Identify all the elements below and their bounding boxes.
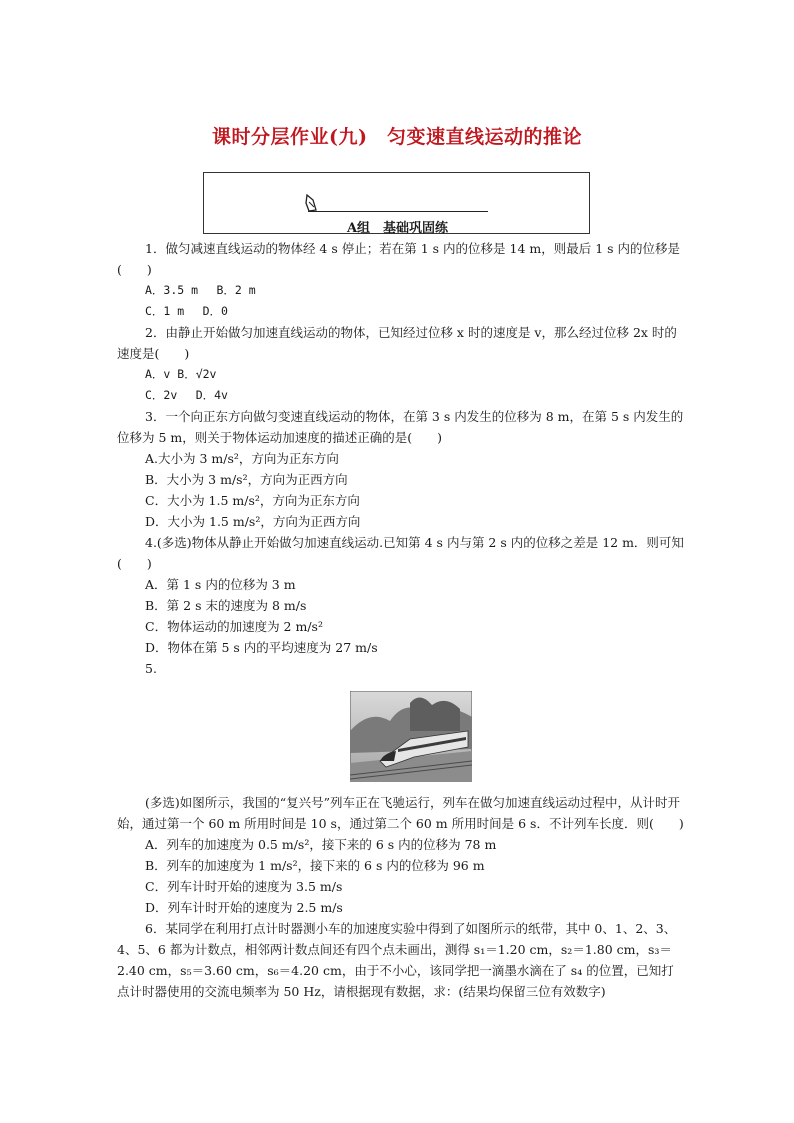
group-label: A组 基础巩固练 bbox=[346, 221, 449, 236]
question-3-option-c: C．大小为 1.5 m/s²，方向为正东方向 bbox=[145, 493, 360, 508]
question-4-stem: 4.(多选)物体从静止开始做匀加速直线运动.已知第 4 s 内与第 2 s 内的位移之差是 12 m．则可知( ) bbox=[117, 535, 684, 571]
question-2-stem: 2．由静止开始做匀加速直线运动的物体，已知经过位移 x 时的速度是 v，那么经过位移 2x 时的速度是( ) bbox=[117, 325, 677, 361]
question-1-options-cd: C．1 m D．0 bbox=[145, 304, 228, 318]
question-1-options-ab: A．3.5 m B．2 m bbox=[145, 283, 256, 297]
train-photo bbox=[350, 691, 472, 782]
question-4-option-c: C．物体运动的加速度为 2 m/s² bbox=[145, 619, 323, 634]
question-1-stem: 1．做匀减速直线运动的物体经 4 s 停止；若在第 1 s 内的位移是 14 m，则最后 1 s 内的位移是( ) bbox=[117, 241, 681, 277]
banner-underline bbox=[308, 211, 488, 212]
question-5-option-c: C．列车计时开始的速度为 3.5 m/s bbox=[145, 879, 343, 894]
question-4-option-d: D．物体在第 5 s 内的平均速度为 27 m/s bbox=[145, 640, 378, 655]
question-5-option-d: D．列车计时开始的速度为 2.5 m/s bbox=[145, 900, 343, 915]
question-6-stem: 6．某同学在利用打点计时器测小车的加速度实验中得到了如图所示的纸带，其中 0、1、2、3、4、5、6 都为计数点，相邻两计数点间还有四个点未画出，测得 s₁＝1.20 cm，s₂＝1.80 cm，s₃＝2.40 cm，s₅＝3.60 cm，s₆＝4.20 cm，由于不小心，该同学把一滴墨水滴在了 s₄ 的位置，已知打点计时器使用的交流电频率为 50 Hz，请根据现有数据，求：(结果均保留三位有效数字) bbox=[117, 921, 677, 999]
question-5-stem: (多选)如图所示，我国的“复兴号”列车正在飞驰运行，列车在做匀加速直线运动过程中，从计时开始，通过第一个 60 m 所用时间是 10 s，通过第二个 60 m 所用时间是 6 s．不计列车长度．则( ) bbox=[117, 795, 684, 831]
question-4-option-a: A．第 1 s 内的位移为 3 m bbox=[145, 577, 296, 592]
question-3-option-d: D．大小为 1.5 m/s²，方向为正西方向 bbox=[145, 514, 361, 529]
question-5-option-b: B．列车的加速度为 1 m/s²，接下来的 6 s 内的位移为 96 m bbox=[145, 858, 485, 873]
question-2-options-ab: A．v B．√2v bbox=[145, 367, 217, 381]
question-3-stem: 3．一个向正东方向做匀变速直线运动的物体，在第 3 s 内发生的位移为 8 m，在第 5 s 内发生的位移为 5 m，则关于物体运动加速度的描述正确的是( ) bbox=[117, 409, 684, 445]
pen-icon bbox=[304, 193, 320, 213]
question-5-option-a: A．列车的加速度为 0.5 m/s²，接下来的 6 s 内的位移为 78 m bbox=[145, 837, 497, 852]
question-2-options-cd: C．2v D．4v bbox=[145, 388, 228, 402]
question-4-option-b: B．第 2 s 末的速度为 8 m/s bbox=[145, 598, 307, 613]
page-title: 课时分层作业(九) 匀变速直线运动的推论 bbox=[212, 126, 582, 148]
question-3-option-b: B．大小为 3 m/s²，方向为正西方向 bbox=[145, 472, 348, 487]
question-list bbox=[117, 238, 685, 1002]
question-5-number: 5. bbox=[145, 661, 157, 676]
question-3-option-a: A.大小为 3 m/s²，方向为正东方向 bbox=[145, 451, 339, 466]
section-banner bbox=[203, 172, 590, 234]
